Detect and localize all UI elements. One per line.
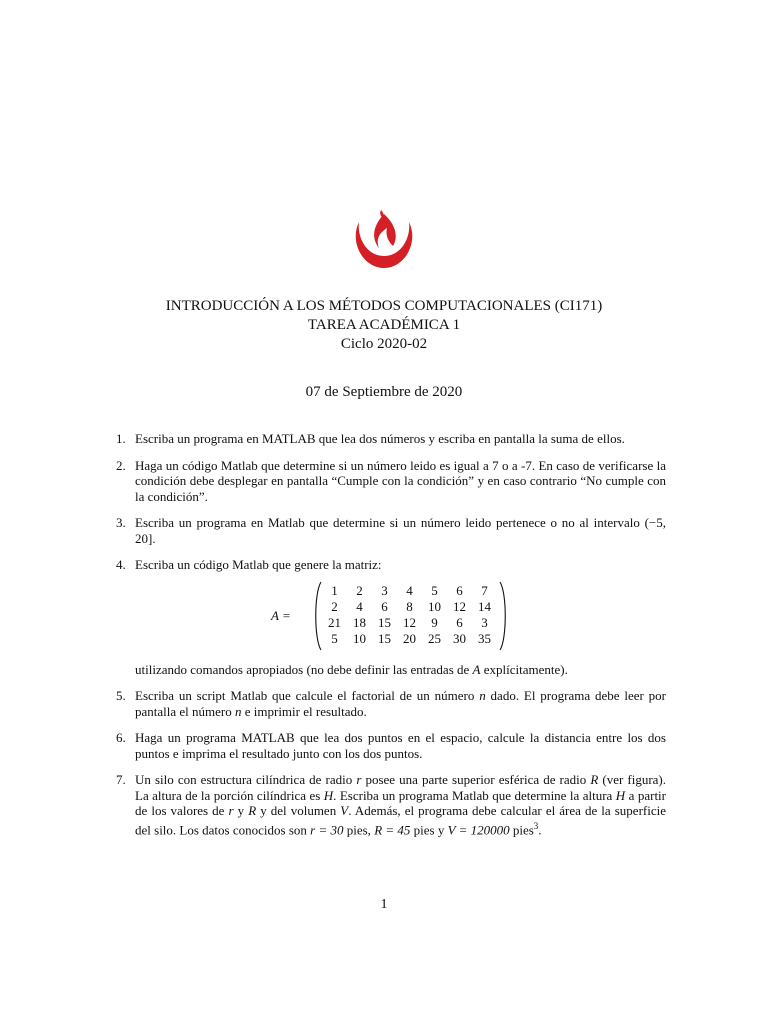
matrix-cell: 4 <box>406 582 413 598</box>
problem-text: Un silo con estructura cilíndrica de radio <box>135 772 357 787</box>
matrix-row <box>322 615 497 631</box>
matrix-cell: 6 <box>381 598 388 614</box>
matrix-cell: 25 <box>428 630 441 646</box>
problem-number: 4. <box>116 557 126 572</box>
math-var: R <box>248 803 257 818</box>
math-var: r <box>356 772 362 787</box>
problem-text: . <box>538 821 542 837</box>
matrix-cell: 2 <box>356 582 363 598</box>
problem-text: . Escriba un programa Matlab que determine la altura <box>333 787 616 803</box>
problem-number: 6. <box>116 730 126 745</box>
problem-text: dado. El programa debe leer por pantalla el número <box>135 688 666 719</box>
problem-text: pies <box>509 821 534 837</box>
matrix-row <box>322 631 497 647</box>
matrix-label: A = <box>271 607 291 623</box>
problem-1 <box>116 431 666 447</box>
problem-text: pies y <box>410 821 448 837</box>
matrix-block <box>116 582 666 652</box>
math-equation: R = 45 <box>374 821 411 837</box>
problem-5 <box>116 688 666 719</box>
matrix-cell: 35 <box>478 630 491 646</box>
problem-3 <box>116 515 666 546</box>
math-var: r <box>228 803 234 818</box>
task-title: TAREA ACADÉMICA 1 <box>307 317 461 333</box>
document-header <box>0 297 768 354</box>
math-var: n <box>235 703 242 719</box>
right-paren-icon <box>499 581 509 651</box>
problem-text: y <box>233 803 249 818</box>
problem-text: . Además, el programa debe calcular el área de la superficie del silo. Los datos conocidos son <box>135 803 666 837</box>
problem-text: Haga un programa MATLAB que lea dos puntos en el espacio, calcule la distancia entre los dos puntos e imprima el resultado junto con los dos puntos. <box>135 730 666 761</box>
matrix-cell: 15 <box>378 614 391 630</box>
matrix-cell: 2 <box>331 598 338 614</box>
math-var: H <box>323 787 334 803</box>
matrix-row <box>322 583 497 599</box>
matrix-cell: 12 <box>453 598 466 614</box>
problem-4 <box>116 557 666 573</box>
problem-number: 1. <box>116 431 126 446</box>
matrix-table <box>322 583 497 647</box>
matrix-row <box>322 599 497 615</box>
exponent: 3 <box>533 820 539 831</box>
left-paren-icon <box>312 581 322 651</box>
problem-text: utilizando comandos apropiados (no debe definir las entradas de <box>135 661 473 677</box>
matrix-cell: 6 <box>456 614 463 630</box>
problem-text: . <box>152 530 156 546</box>
upc-logo-icon <box>351 208 417 272</box>
math-var: V <box>340 803 349 818</box>
problem-2 <box>116 458 666 505</box>
matrix-cell: 12 <box>403 614 416 630</box>
problem-text: Escriba un programa en Matlab que determine si un número leido pertenece o no al intervalo <box>135 515 645 530</box>
matrix-cell: 20 <box>403 630 416 646</box>
page-number: 1 <box>380 897 388 912</box>
matrix-cell: 21 <box>328 614 341 630</box>
matrix-cell: 8 <box>406 598 413 614</box>
problem-text: e imprimir el resultado. <box>241 703 367 719</box>
matrix-cell: 5 <box>431 582 438 598</box>
problem-7 <box>116 772 666 837</box>
problem-list <box>116 431 666 848</box>
problem-6 <box>116 730 666 761</box>
problem-number: 7. <box>116 772 126 787</box>
math-var: H <box>615 787 626 803</box>
problem-text: Escriba un código Matlab que genere la matriz: <box>135 557 382 572</box>
problem-text: explícitamente). <box>480 661 568 677</box>
problem-4-continuation <box>116 662 666 678</box>
matrix-cell: 1 <box>331 582 338 598</box>
problem-number: 5. <box>116 688 126 703</box>
matrix-cell: 15 <box>378 630 391 646</box>
math-var: n <box>479 688 486 703</box>
document-date: 07 de Septiembre de 2020 <box>305 384 463 400</box>
matrix-cell: 6 <box>456 582 463 598</box>
matrix-cell: 7 <box>481 582 488 598</box>
matrix-cell: 3 <box>381 582 388 598</box>
problem-text: (ver figura). La altura de la porción cilíndrica es <box>135 772 666 803</box>
problem-text: Haga un código Matlab que determine si un número leido es igual a 7 o a -7. En caso de verificarse la condición debe desplegar en pantalla “Cumple con la condición” y en caso contrario “No cumple con la condición”. <box>135 457 666 504</box>
matrix-cell: 18 <box>353 614 366 630</box>
cycle-label: Ciclo 2020-02 <box>340 336 428 352</box>
math-equation: r = 30 <box>310 821 344 837</box>
math-var: A <box>472 661 481 677</box>
matrix-cell: 30 <box>453 630 466 646</box>
course-title: INTRODUCCIÓN A LOS MÉTODOS COMPUTACIONALES (CI171) <box>165 298 603 314</box>
problem-number: 3. <box>116 515 126 530</box>
matrix-cell: 9 <box>431 614 438 630</box>
matrix-cell: 4 <box>356 598 363 614</box>
matrix-cell: 14 <box>478 598 491 614</box>
math-var: R <box>590 772 599 787</box>
problem-text: Escriba un programa en MATLAB que lea dos números y escriba en pantalla la suma de ellos. <box>135 431 625 446</box>
problem-text: a partir de los valores de <box>135 787 666 818</box>
matrix-cell: 5 <box>331 630 338 646</box>
matrix-cell: 3 <box>481 614 488 630</box>
interval-math: (−5, 20] <box>135 515 666 546</box>
matrix-cell: 10 <box>428 598 441 614</box>
problem-text: y del volumen <box>256 803 341 818</box>
problem-text: Escriba un script Matlab que calcule el factorial de un número <box>135 688 480 703</box>
problem-text: pies, <box>343 821 375 837</box>
matrix-cell: 10 <box>353 630 366 646</box>
problem-number: 2. <box>116 457 126 473</box>
problem-text: posee una parte superior esférica de radio <box>361 772 591 787</box>
math-equation: V = 120000 <box>447 821 510 837</box>
